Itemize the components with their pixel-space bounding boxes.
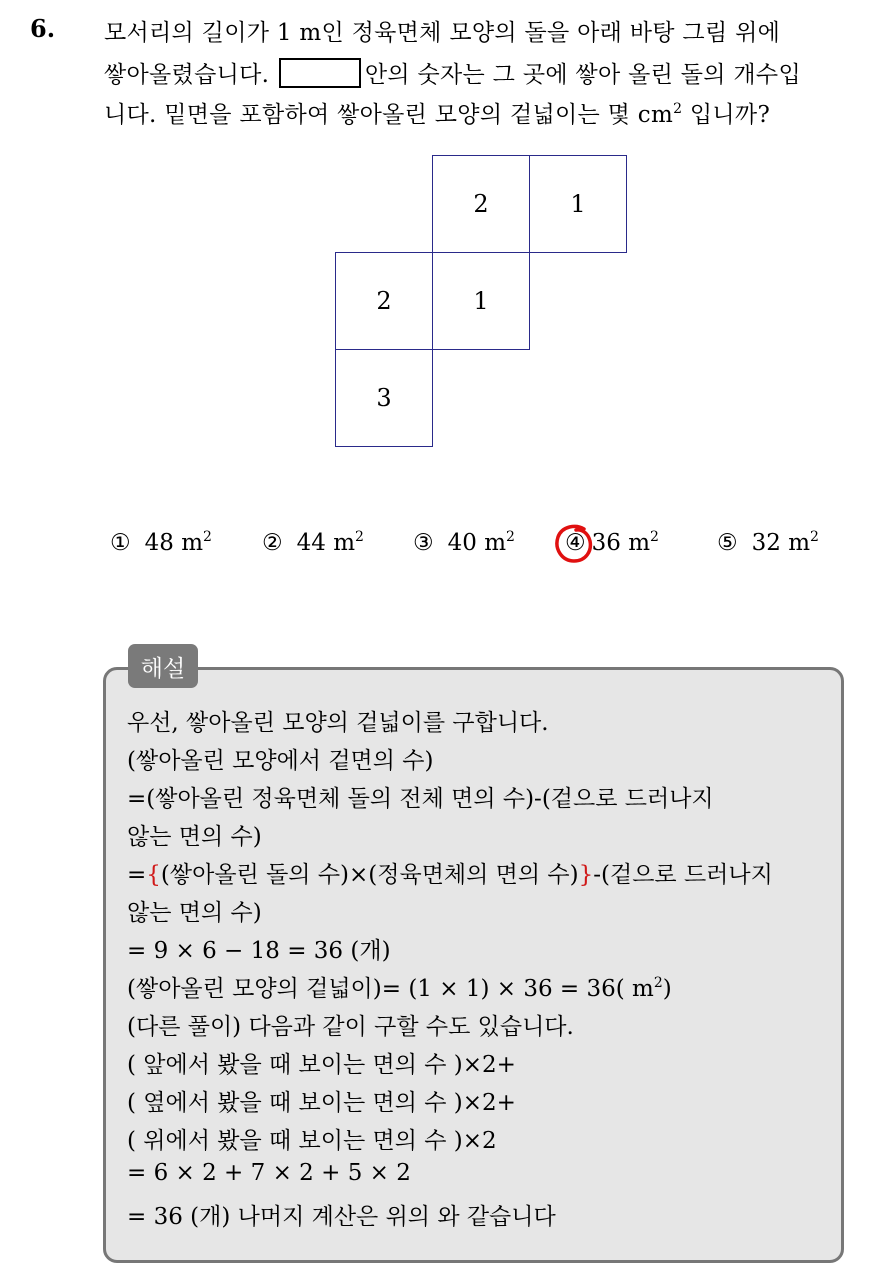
answer-circle-icon [554,523,594,565]
choice-unit: m [484,530,507,556]
solution-text: = [127,862,147,888]
choice-1[interactable] [110,530,212,556]
blank-box [279,58,361,88]
solution-line: =(쌓아올린 정육면체 돌의 전체 면의 수)-(겉으로 드러나지 [127,786,714,812]
solution-text: (쌓아올린 모양의 겉넓이)= (1 × 1) × 36 = 36( m [127,976,654,1002]
question-line-1: 모서리의 길이가 1 m인 정육면체 모양의 돌을 아래 바탕 그림 위에 [104,20,781,46]
choice-unit: m [628,530,651,556]
grid-cell: 3 [335,349,433,447]
solution-line: ( 앞에서 봤을 때 보이는 면의 수 )×2+ [127,1052,516,1078]
red-brace: } [578,862,594,888]
solution-line: (다른 풀이) 다음과 같이 구할 수도 있습니다. [127,1014,574,1040]
choice-unit-exponent: 2 [355,529,364,545]
choice-3[interactable] [413,530,515,556]
choice-value: 36 [591,530,621,556]
solution-line: 않는 면의 수) [127,900,262,926]
choice-mark: ③ [413,530,434,556]
choice-value: 44 [296,530,326,556]
choice-unit-exponent: 2 [810,529,819,545]
unit-exponent: 2 [653,975,663,991]
question-line-2-before: 쌓아올렸습니다. [104,62,270,88]
choice-unit-exponent: 2 [650,529,659,545]
question-number: 6. [30,14,56,43]
choice-5[interactable] [717,530,819,556]
choice-mark: ④ [565,530,586,556]
red-brace: { [146,862,161,888]
choice-unit: m [788,530,811,556]
choice-2[interactable] [262,530,364,556]
solution-line: 우선, 쌓아올린 모양의 겉넓이를 구합니다. [127,710,549,736]
unit-exponent: 2 [673,101,683,117]
question-line-2 [104,56,801,89]
solution-line: 않는 면의 수) [127,824,262,850]
solution-line [127,970,672,1003]
choice-unit: m [333,530,356,556]
choice-mark: ② [262,530,283,556]
solution-line [127,856,773,889]
choice-value: 48 [144,530,174,556]
choice-unit: m [181,530,204,556]
solution-line: ( 위에서 봤을 때 보이는 면의 수 )×2 [127,1128,497,1154]
grid-cell: 1 [432,252,530,350]
question-line-2-after: 안의 숫자는 그 곳에 쌓아 올린 돌의 개수입 [364,62,801,88]
solution-line: = 9 × 6 − 18 = 36 (개) [127,938,391,964]
solution-line: = 36 (개) 나머지 계산은 위의 와 같습니다 [127,1204,556,1230]
choice-unit-exponent: 2 [506,529,515,545]
choice-mark: ① [110,530,131,556]
grid-cell: 2 [432,155,530,253]
solution-text: -(겉으로 드러나지 [593,862,773,888]
choice-mark: ⑤ [717,530,738,556]
solution-tag: 해설 [128,644,198,688]
question-line-3 [104,96,770,129]
choice-value: 40 [447,530,477,556]
solution-line: = 6 × 2 + 7 × 2 + 5 × 2 [127,1160,411,1186]
choice-unit-exponent: 2 [203,529,212,545]
solution-line: (쌓아올린 모양에서 겉면의 수) [127,748,434,774]
question-line-3-before: 니다. 밑면을 포함하여 쌓아올린 모양의 겉넓이는 몇 cm [104,102,674,128]
grid-cell: 1 [529,155,627,253]
grid-cell: 2 [335,252,433,350]
solution-text: (쌓아올린 돌의 수)×(정육면체의 면의 수) [160,862,579,888]
question-line-3-after: 입니까? [682,102,771,128]
solution-text: ) [662,976,672,1002]
solution-line: ( 옆에서 봤을 때 보이는 면의 수 )×2+ [127,1090,516,1116]
choice-value: 32 [751,530,781,556]
